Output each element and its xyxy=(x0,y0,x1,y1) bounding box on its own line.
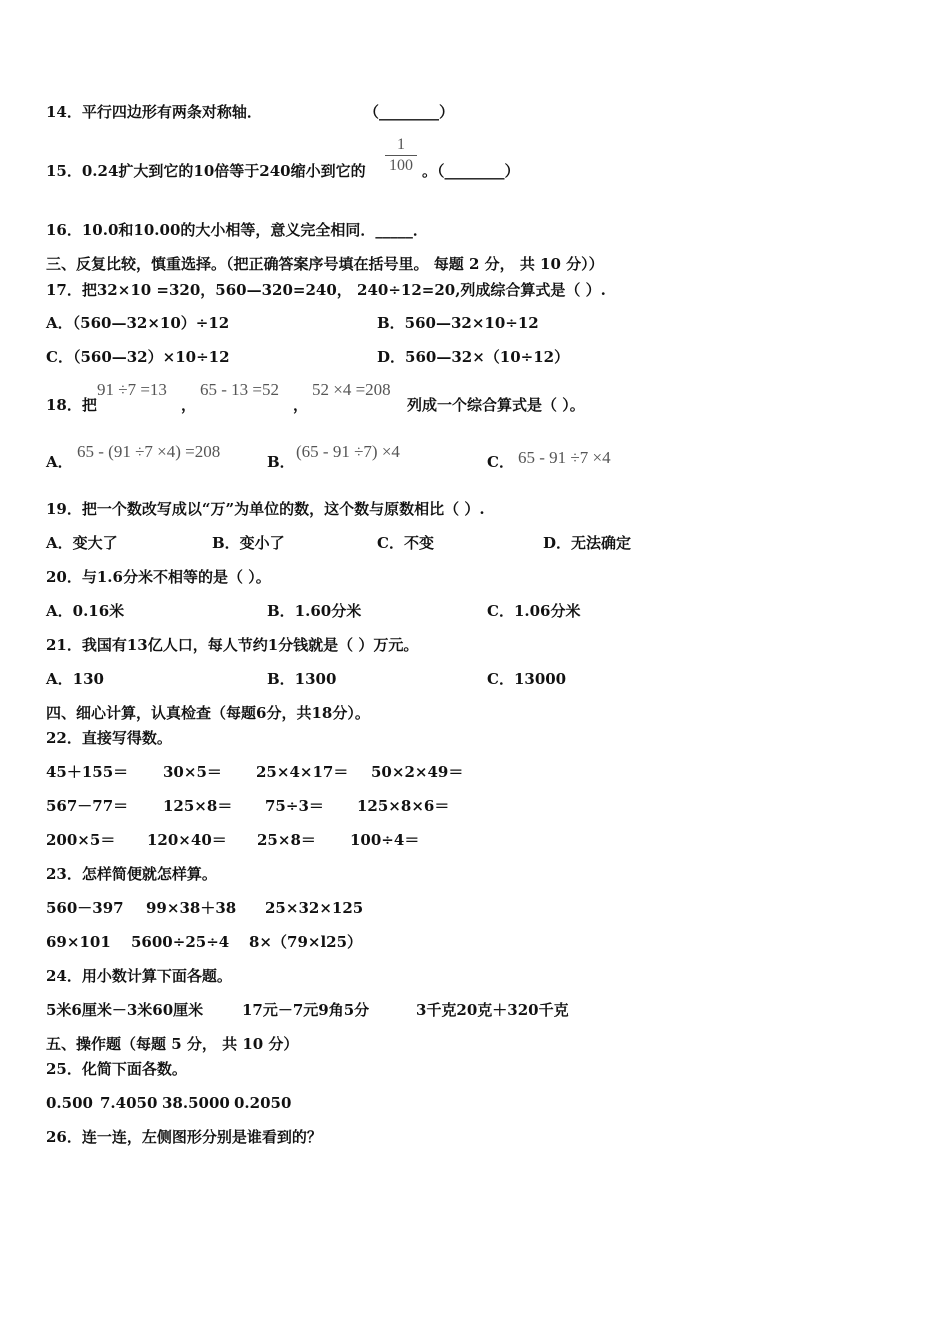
question-21-option-b[interactable]: B．1300 xyxy=(267,670,337,688)
calc-item: 200×5＝ xyxy=(46,831,116,849)
number-item: 0.500 xyxy=(46,1094,93,1112)
calc-item: 25×8＝ xyxy=(257,831,316,849)
question-19-stem: 19．把一个数改写成以“万”为单位的数，这个数与原数相比（ ）. xyxy=(46,500,485,518)
section-3-title: 三、反复比较，慎重选择。（把正确答案序号填在括号里。 每题 2 分， 共 10 分）） xyxy=(46,255,604,273)
question-15-answer-blank[interactable]: 。（________） xyxy=(422,162,520,180)
calc-item: 125×8×6＝ xyxy=(357,797,450,815)
question-18-option-a-expression: 65 - (91 ÷7 ×4) =208 xyxy=(77,442,221,461)
question-20-option-b[interactable]: B．1.60分米 xyxy=(267,602,362,620)
calc-item: 100÷4＝ xyxy=(350,831,420,849)
question-14-answer-blank[interactable]: （________） xyxy=(364,103,455,121)
section-4-title: 四、细心计算，认真检查（每题6分，共18分）。 xyxy=(46,704,370,722)
question-19-option-c[interactable]: C．不变 xyxy=(377,534,434,552)
question-18-option-c-expression: 65 - 91 ÷7 ×4 xyxy=(518,448,611,467)
number-item: 38.5000 xyxy=(162,1094,230,1112)
question-20-option-a[interactable]: A．0.16米 xyxy=(46,602,125,620)
question-19-option-b[interactable]: B．变小了 xyxy=(212,534,285,552)
calc-item: 5600÷25÷4 xyxy=(131,933,230,951)
question-18-option-c-label[interactable]: C． xyxy=(487,453,514,471)
question-18-option-b-label[interactable]: B． xyxy=(267,453,295,471)
question-24-stem: 24．用小数计算下面各题。 xyxy=(46,967,232,985)
question-20-stem: 20．与1.6分米不相等的是（ ）。 xyxy=(46,568,271,586)
question-18-option-a-label[interactable]: A． xyxy=(46,453,73,471)
question-18-tail: 列成一个综合算式是（ ）。 xyxy=(407,396,585,414)
question-21-stem: 21．我国有13亿人口，每人节约1分钱就是（ ）万元。 xyxy=(46,636,419,654)
calc-item: 25×4×17＝ xyxy=(256,763,349,781)
calc-item: 50×2×49＝ xyxy=(371,763,464,781)
fraction-bar xyxy=(385,155,417,156)
number-item: 0.2050 xyxy=(234,1094,292,1112)
question-20-option-c[interactable]: C．1.06分米 xyxy=(487,602,581,620)
calc-item: 69×101 xyxy=(46,933,111,951)
question-17-option-b[interactable]: B．560—32×10÷12 xyxy=(377,314,539,332)
calc-item: 75÷3＝ xyxy=(265,797,324,815)
calc-item: 45＋155＝ xyxy=(46,763,129,781)
question-25-stem: 25．化简下面各数。 xyxy=(46,1060,187,1078)
question-18-comma-2: ， xyxy=(293,396,309,414)
question-19-option-a[interactable]: A．变大了 xyxy=(46,534,118,552)
question-17-option-c[interactable]: C．（560—32）×10÷12 xyxy=(46,348,230,366)
calc-item: 30×5＝ xyxy=(163,763,222,781)
question-21-option-a[interactable]: A．130 xyxy=(46,670,104,688)
number-item: 7.4050 xyxy=(100,1094,158,1112)
question-17-option-a[interactable]: A．（560—32×10）÷12 xyxy=(46,314,230,332)
calc-item: 3千克20克＋320千克 xyxy=(416,1001,569,1019)
question-19-option-d[interactable]: D．无法确定 xyxy=(543,534,632,552)
question-22-stem: 22．直接写得数。 xyxy=(46,729,172,747)
question-26-stem: 26．连一连，左侧图形分别是谁看到的？ xyxy=(46,1128,322,1146)
calc-item: 17元－7元9角5分 xyxy=(242,1001,370,1019)
question-15-fraction xyxy=(385,136,417,175)
calc-item: 120×40＝ xyxy=(147,831,227,849)
question-18-expression-2: 65 - 13 =52 xyxy=(200,380,279,399)
calc-item: 5米6厘米－3米60厘米 xyxy=(46,1001,204,1019)
fraction-numerator: 1 xyxy=(397,136,405,153)
calc-item: 25×32×125 xyxy=(265,899,364,917)
question-18-expression-3: 52 ×4 =208 xyxy=(312,380,391,399)
question-18-expression-1: 91 ÷7 =13 xyxy=(97,380,167,399)
question-18-option-b-expression: (65 - 91 ÷7) ×4 xyxy=(296,442,400,461)
question-18-lead: 18．把 xyxy=(46,396,97,414)
question-14-text: 14．平行四边形有两条对称轴． xyxy=(46,103,262,121)
question-21-option-c[interactable]: C．13000 xyxy=(487,670,567,688)
section-5-title: 五、操作题（每题 5 分， 共 10 分） xyxy=(46,1035,299,1053)
calc-item: 125×8＝ xyxy=(163,797,233,815)
question-15-text: 15．0.24扩大到它的10倍等于240缩小到它的 xyxy=(46,162,366,180)
calc-item: 560－397 xyxy=(46,899,124,917)
question-18-comma-1: ， xyxy=(181,396,197,414)
calc-item: 99×38＋38 xyxy=(146,899,237,917)
question-17-stem: 17．把32×10 =320，560—320=240， 240÷12=20,列成综合算式是（ ）. xyxy=(46,281,606,299)
calc-item: 8×（79×l25） xyxy=(249,933,363,951)
fraction-denominator: 100 xyxy=(389,157,413,174)
question-23-stem: 23．怎样简便就怎样算。 xyxy=(46,865,217,883)
question-16-text: 16．10.0和10.00的大小相等，意义完全相同．_____． xyxy=(46,221,428,239)
question-17-option-d[interactable]: D．560—32×（10÷12） xyxy=(377,348,570,366)
calc-item: 567－77＝ xyxy=(46,797,129,815)
